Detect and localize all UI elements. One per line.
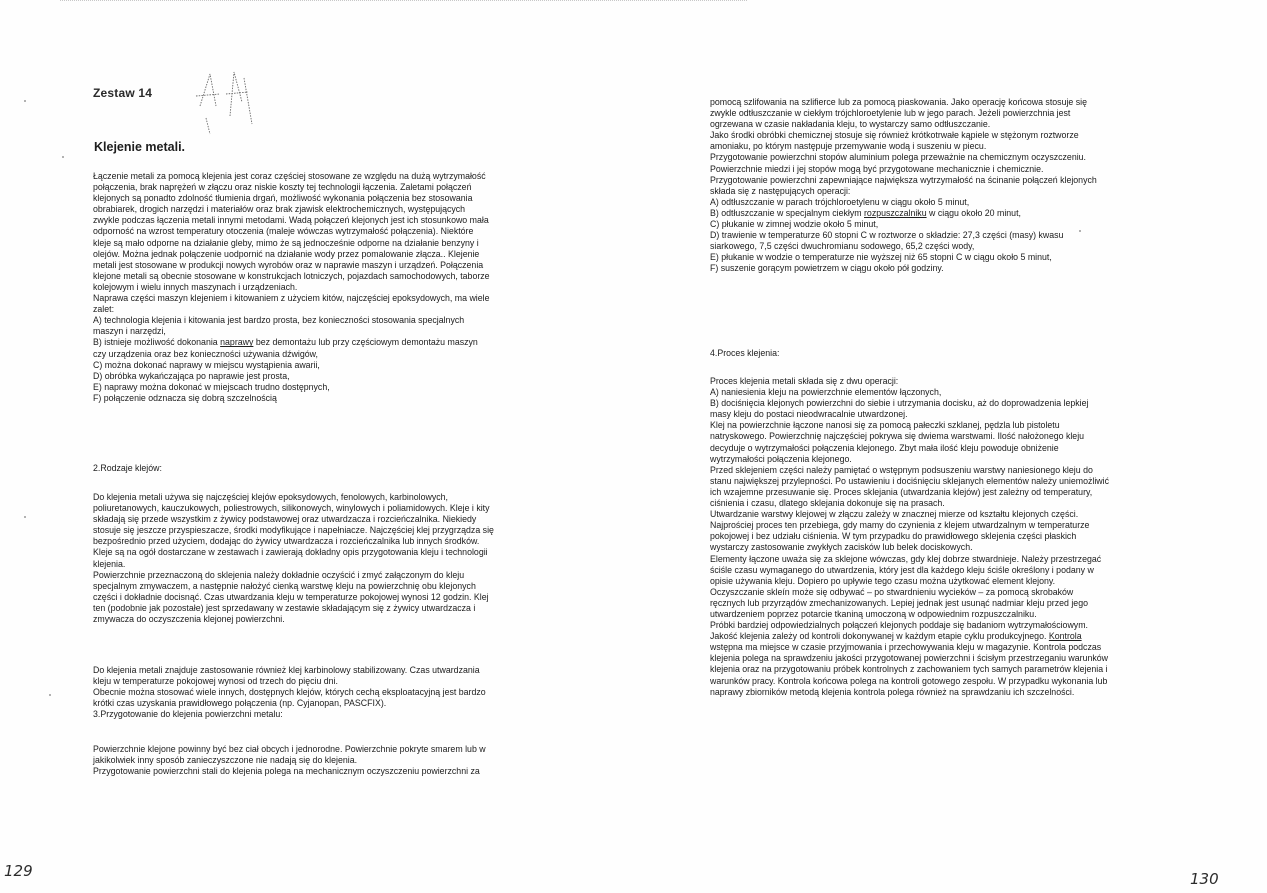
text-line: Obecnie można stosować wiele innych, dostępnych klejów, których cechą eksploatacyjną jest bardzo — [93, 687, 486, 698]
scan-speck — [62, 156, 64, 158]
text-line: Przygotowanie powierzchni zapewniające największa wytrzymałość na ścinanie połączeń klejonych — [710, 174, 1097, 185]
set-label: Zestaw 14 — [93, 86, 153, 100]
scan-speck — [49, 694, 51, 696]
text-line: E) płukanie w wodzie o temperaturze nie wyższej niż 65 stopni C w ciągu około 5 minut, — [710, 252, 1052, 263]
text-line: składa się z następujących operacji: — [710, 185, 851, 196]
text-line: specjalnym zmywaczem, a następnie nałożyć cienką warstwę kleju na powierzchnię obu klejonych — [93, 580, 476, 591]
text-line: zalet: — [93, 304, 115, 315]
text-line: F) połączenie odznacza się dobrą szczelnością — [93, 392, 277, 403]
scan-speck — [24, 100, 26, 102]
text-line: kleje są mało odporne na działanie gleby, mimo że są jednocześnie odporne na działanie benzyny i — [93, 237, 479, 248]
text-line: 3.Przygotowanie do klejenia powierzchni metalu: — [93, 709, 283, 720]
text-line: jakikolwiek inny sposób zanieczyszczone nie nadają się do klejenia. — [93, 755, 358, 766]
text-line: połączenia, brak naprężeń w złączu oraz niskie koszty tej technologii łączenia. Zaletami połączeń — [93, 182, 472, 193]
text-line: pokojowej i bez udziału ciśnienia. W tym przypadku do prawidłowego sklejenia części płaskich — [710, 531, 1077, 542]
text-line: klejonych są ponadto zdolność tłumienia drgań, możliwość wykonania połączenia bez stosowania — [93, 193, 473, 204]
scan-speck — [1079, 230, 1081, 232]
text-line: warunków pracy. Kontrola końcowa polega na kontroli gotowego zespołu. W przypadku wykonania lub — [710, 675, 1108, 686]
document-title: Klejenie metali. — [94, 140, 186, 154]
text-line: Przed sklejeniem części należy pamiętać o wstępnym podsuszeniu warstwy naniesionego kleju do — [710, 464, 1093, 475]
section-bonding-process — [710, 376, 1109, 698]
text-line: siarkowego, 7,5 części dwuchromianu sodowego, 65,2 części wody, — [710, 241, 975, 252]
text-line: E) naprawy można dokonać w miejscach trudno dostępnych, — [93, 381, 330, 392]
text-line: B) istnieje możliwość dokonania naprawy bez demontażu lub przy częściowym demontażu maszyn — [93, 337, 478, 348]
section-types-of-adhesives — [93, 492, 494, 625]
text-line: olejów. Można jednak połączenie uodpornić na działanie wody przez pomalowanie złącza.. Klejenie — [93, 248, 480, 259]
text-line: krótki czas uzyskania prawidłowego połączenia (np. Cyjanopan, PASCFIX). — [93, 698, 387, 709]
text-line: ręcznych lub przyrządów zmechanizowanych. Lepiej jednak jest usunąć nadmiar kleju przed jego — [710, 597, 1088, 608]
page-number: 129 — [4, 862, 33, 880]
text-line: ich wzajemne przesuwanie się. Proces sklejania (utwardzania klejów) jest zależny od temperatury, — [710, 486, 1093, 497]
text-line: Próbki bardziej odpowiedzialnych połączeń klejonych poddaje się badaniom wytrzymałościowym. — [710, 620, 1088, 631]
text-line: naprawy zbiorników metodą klejenia kontrola polega również na sprawdzaniu ich szczelności. — [710, 686, 1075, 697]
text-line: zmywacza do oczyszczenia klejonej powierzchni. — [93, 614, 285, 625]
text-line: Utwardzanie warstwy klejowej w złączu zależy w znacznej mierze od kształtu klejonych części. — [710, 509, 1079, 520]
text-line: Kleje są na ogół dostarczane w zestawach i zawierają dokładny opis przygotowania kleju i technologii — [93, 547, 488, 558]
text-line: maszyn i narzędzi, — [93, 326, 166, 337]
scan-speck — [24, 516, 26, 518]
text-line: natryskowego. Powierzchnię najczęściej pokrywa się dwiema warstwami. Ilość nałożonego kleju — [710, 431, 1085, 442]
text-line: Powierzchnie miedzi i jej stopów mogą być przygotowane mechanicznie i chemicznie. — [710, 163, 1044, 174]
text-line: kleju w temperaturze pokojowej wynosi od trzech do pięciu dni. — [93, 676, 338, 687]
text-line: Powierzchnie przeznaczoną do sklejenia należy dokładnie oczyścić i zmyć załączonym do kleju — [93, 569, 465, 580]
text-line: F) suszenie gorącym powietrzem w ciągu około pół godziny. — [710, 263, 944, 274]
text-line: Przygotowanie powierzchni stali do klejenia polega na mechanicznym oczyszczeniu powierzchni za — [93, 766, 480, 777]
text-line: Do klejenia metali znajduje zastosowanie również klej karbinolowy stabilizowany. Czas utwardzania — [93, 665, 480, 675]
text-line: masy kleju do postaci nieodwracalnie utwardzonej. — [710, 409, 908, 420]
text-line: części i dokładnie docisnąć. Czas utwardzania kleju w temperaturze pokojowej wynosi 12 godzin. Klej — [93, 591, 489, 602]
text-line: Klej na powierzchnie łączone nanosi się za pomocą pałeczki szklanej, pędzla lub pistoletu — [710, 420, 1060, 431]
text-line: D) trawienie w temperaturze 60 stopni C w roztworze o składzie: 27,3 części (masy) kwasu — [710, 230, 1064, 241]
text-line: utwardzeniem poprzez potarcie tkaniną umoczoną w odpowiednim rozpuszczalniku. — [710, 608, 1037, 619]
text-line: B) odtłuszczanie w specjalnym ciekłym rozpuszczalniku w ciągu około 20 minut, — [710, 207, 1021, 218]
text-line: stanu największej przylepności. Po ustawieniu i dociśnięciu sklejanych elementów należy uniemożliwić — [710, 475, 1109, 486]
text-line: B) dociśnięcia klejonych powierzchni do siebie i utrzymania docisku, aż do doprowadzenia lepkiej — [710, 398, 1089, 409]
text-line: A) naniesienia kleju na powierzchnie elementów łączonych, — [710, 387, 942, 398]
text-line: ten (podobnie jak pozostałe) jest sprzedawany w zestawie składającym się z żywicy utwardzacza i — [93, 602, 476, 613]
text-line: Jako środki obróbki chemicznej stosuje się również krótkotrwałe kąpiele w stężonym roztworze — [710, 130, 1079, 141]
section-carbinol-adhesive — [93, 665, 486, 720]
text-line: Proces klejenia metali składa się z dwu operacji: — [710, 376, 899, 386]
page-number: 130 — [1190, 870, 1219, 888]
text-line: metali jest stosowane w produkcji nowych wyrobów oraz w naprawie maszyn i urządzeń. Połączenia — [93, 259, 484, 270]
text-line: A) technologia klejenia i kitowania jest bardzo prosta, bez konieczności stosowania specjalnych — [93, 315, 465, 326]
text-line: A) odtłuszczanie w parach trójchloroetylenu w ciągu około 5 minut, — [710, 196, 970, 207]
text-line: Jakość klejenia zależy od kontroli dokonywanej w każdym etapie cyklu produkcyjnego. Kontrola — [710, 631, 1082, 642]
text-line: kolejowym i wielu innych maszynach i urządzeniach. — [93, 281, 298, 292]
text-line: czy urządzenia oraz bez konieczności używania dźwigów, — [93, 348, 318, 359]
text-line: C) można dokonać naprawy w miejscu wystąpienia awarii, — [93, 359, 320, 370]
text-line: Łączenie metali za pomocą klejenia jest coraz częściej stosowane ze względu na dużą wytrzymałość — [93, 171, 486, 181]
text-line: zwykle podczas łączenia metali innymi metodami. Wadą połączeń klejonych jest ich stosunkowo mała — [93, 215, 489, 226]
text-line: wstępna ma miejsce w czasie przyjmowania i przechowywania kleju w magazynie. Kontrola podczas — [710, 642, 1102, 653]
text-line: klejenia. — [93, 558, 126, 569]
text-line: Elementy łączone uważa się za sklejone wówczas, gdy klej dobrze stwardnieje. Należy przestrzegać — [710, 553, 1102, 564]
text-line: pomocą szlifowania na szlifierce lub za pomocą piaskowania. Jako operację końcowa stosuje się — [710, 97, 1087, 107]
text-line: składają się przede wszystkim z żywicy podstawowej oraz utwardzacza i rozcieńczalnika. Niekiedy — [93, 514, 477, 525]
text-line: klejenia polega na sprawdzeniu jakości przygotowanej powierzchni i ścisłym przestrzeganiu warunków — [710, 653, 1109, 664]
text-line: stosuje się jeszcze przyspieszacze, środki modyfikujące i napełniacze. Najczęściej klej przygrządza się — [93, 525, 494, 536]
intro-paragraph — [93, 171, 490, 404]
text-line: poliuretanowych, kauczukowych, poliestrowych, silikonowych, winylowych i poliamidowych. Kleje i kity — [93, 503, 490, 514]
text-line: C) płukanie w zimnej wodzie około 5 minut, — [710, 219, 879, 230]
section-surface-preparation — [93, 744, 486, 777]
section-heading: 4.Proces klejenia: — [710, 348, 780, 358]
text-line: bezpośrednio przed użyciem, dodając do żywicy utwardzacza i rozcieńczalnika lub innych środków. — [93, 536, 480, 547]
text-line: klejenia oraz na przygotowaniu próbek kontrolnych z zachowaniem tych samych parametrów klejenia i — [710, 664, 1108, 675]
text-line: Przygotowanie powierzchni stopów aluminium polega przeważnie na chemicznym oczyszczeniu. — [710, 152, 1086, 163]
text-line: decyduje o wytrzymałości połączenia klejonego. Zbyt mała ilość kleju powoduje obniżenie — [710, 442, 1059, 453]
handwritten-scribble — [186, 66, 266, 138]
text-line: amoniaku, po którym następuje przemywanie wodą i suszeniu w piecu. — [710, 141, 987, 152]
text-line: Do klejenia metali używa się najczęściej klejów epoksydowych, fenolowych, karbinolowych, — [93, 492, 448, 502]
surface-preparation-continued — [710, 97, 1097, 275]
text-line: klejone metali są obecnie stosowane w konstrukcjach lotniczych, pojazdach samochodowych, taborze — [93, 270, 490, 281]
text-line: Najprościej proces ten przebiega, gdy mamy do czynienia z klejem utwardzalnym w temperaturze — [710, 520, 1090, 531]
text-line: Oczyszczanie skleín może się odbywać – po stwardnieniu wycieków – za pomocą skrobaków — [710, 586, 1074, 597]
text-line: odporność na wzrost temperatury otoczenia (maleje wówczas wytrzymałość połączenia). Niektóre — [93, 226, 474, 237]
section-heading: 2.Rodzaje klejów: — [93, 463, 162, 473]
text-line: Naprawa części maszyn klejeniem i kitowaniem z użyciem kitów, najczęściej epoksydowych, ma wiele — [93, 293, 490, 304]
text-line: D) obróbka wykańczająca po naprawie jest prosta, — [93, 370, 290, 381]
text-line: Powierzchnie klejone powinny być bez ciał obcych i jednorodne. Powierzchnie pokryte smarem lub w — [93, 744, 486, 754]
text-line: obrabiarek, drogich narzędzi i materiałów oraz brak zjawisk elektrochemicznych, występujących — [93, 204, 466, 215]
text-line: zwykle odtłuszczanie w ciekłym trójchloroetylenie lub w jego parach. Jeżeli powierzchnia jest — [710, 108, 1071, 119]
text-line: wystarczy zastosowanie zwykłych zacisków lub belek dociskowych. — [710, 542, 973, 553]
right-page — [633, 0, 1267, 893]
text-line: ogrzewana w czasie nakładania kleju, to wystarczy samo odtłuszczanie. — [710, 119, 991, 130]
left-page — [0, 0, 633, 893]
text-line: ściśle czasu wymaganego do utwardzenia, który jest dla każdego kleju ściśle określony i podany w — [710, 564, 1094, 575]
text-line: opisie używania kleju. Dopiero po upływie tego czasu można użytkować element klejony. — [710, 575, 1056, 586]
text-line: ciśnienia i czasu, dlatego sklejania dokonuje się na prasach. — [710, 498, 945, 509]
text-line: wytrzymałości połączenia klejonego. — [710, 453, 852, 464]
